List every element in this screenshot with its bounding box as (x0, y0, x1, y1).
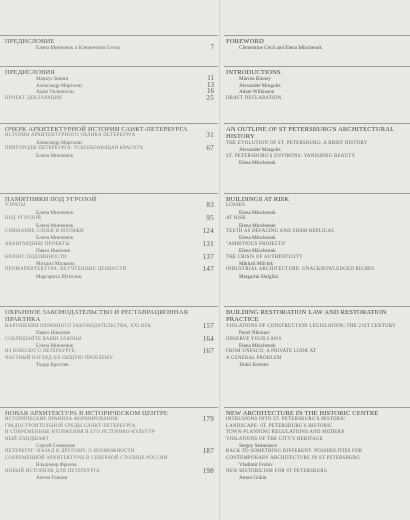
page-number: 131 (202, 239, 214, 248)
section-title: ОХРАННОЕ ЗАКОНОДАТЕЛЬСТВО И РЕСТАВРАЦИОННАЯ ПРАКТИКА (5, 309, 189, 324)
entry-title: ПРОЕКТ ДЕКЛАРАЦИИ (5, 95, 63, 101)
entry-title: VIOLATIONS OF CONSTRUCTION LEGISLATION: THE 21ST CENTURY (226, 323, 396, 329)
ru-section (0, 193, 218, 280)
ru-section (0, 66, 218, 102)
author-name: Elena Minchenok (239, 235, 276, 242)
toc-author (0, 153, 218, 159)
section-title: INTRODUCTIONS (226, 69, 281, 76)
page-number: 31 (206, 131, 214, 140)
toc-entry (224, 96, 410, 102)
author-name: Александр Марголис (36, 139, 83, 146)
entry-title: VIOLATIONS OF THE CITY'S HERITAGE (226, 436, 323, 442)
en-section (224, 123, 410, 166)
author-name: Todor Krestev (239, 362, 269, 369)
author-name: Marcus Binney (239, 76, 271, 83)
entry-title: THE EVOLUTION OF ST. PETERSBURG: A BRIEF HISTORY (226, 140, 368, 146)
page-number: 95 (206, 214, 214, 223)
section-title: AN OUTLINE OF ST PETERSBURG'S ARCHITECTURAL HISTORY (226, 126, 394, 141)
entry-title: АВАНГАРДНЫЕ ПРОЕКТЫ (5, 241, 70, 247)
author-name: Владимир Фролов (36, 462, 77, 469)
author-name: Елена Минченок (36, 209, 74, 216)
entry-title: OBSERVE YOUR LAWS (226, 336, 282, 342)
author-name: Павел Никонов (36, 330, 70, 337)
entry-title: ИСТОРИЧЕСКИЕ ПРАВИЛА ФОРМИРОВАНИЯ (5, 417, 119, 423)
entry-title: НОВЫЙ ИСТОРИЗМ ДЛЯ ПЕТЕРБУРГА (5, 468, 100, 474)
toc-column-english (224, 0, 410, 520)
entry-title: КРИЗИС ПОДЛИННОСТИ (5, 254, 67, 260)
page-number: 164 (202, 334, 214, 343)
page-number: 124 (202, 226, 214, 235)
entry-title: УТРАТЫ (5, 203, 26, 209)
ru-section (0, 35, 218, 52)
page-number: 13 (207, 80, 214, 89)
entry-title: ПОД УГРОЗОЙ (5, 216, 42, 222)
author-name: Елена Минченок и Клементина Сесил (36, 45, 121, 52)
author-name: Тодор Кростев (36, 362, 69, 369)
entry-title: ST. PETERSBURG'S ENVIRONS: VANISHING BEAUTY (226, 153, 356, 159)
entry-title: ПРИГОРОДЫ ПЕТЕРБУРГА: УСКОЛЬЗАЮЩАЯ КРАСОТА (5, 146, 144, 152)
author-name: Маркус Бинни (36, 76, 69, 83)
entry-title: AT RISK (226, 216, 247, 222)
author-name: Clementine Cecil and Elena Minchenok (239, 45, 322, 52)
entry-title: A GENERAL PROBLEM (226, 355, 282, 361)
toc-author (0, 362, 218, 368)
author-name: Elena Minchenok (239, 222, 276, 229)
author-name: Anton Glikin (239, 474, 267, 481)
entry-title: НАРУШЕНИЯ ОХРАННОГО ЗАКОНОДАТЕЛЬСТВА, XXI ВЕК (5, 323, 152, 329)
page-number: 137 (202, 252, 214, 261)
toc-author (224, 475, 410, 481)
author-name: Маргарита Штиглиц (36, 273, 82, 280)
author-name: Михаил Мильчик (36, 260, 75, 267)
section-title: НОВАЯ АРХИТЕКТУРА В ИСТОРИЧЕСКОМ ЦЕНТРЕ (5, 410, 168, 417)
author-name: Elena Minchenok (239, 248, 276, 255)
entry-title: FROM UNESCO: A PRIVATE LOOK AT (226, 349, 317, 355)
page-number: 11 (207, 74, 214, 83)
author-name: Елена Минченок (36, 222, 74, 229)
page-number: 25 (206, 93, 214, 102)
page-number: 16 (207, 87, 214, 96)
toc-author (224, 45, 410, 51)
section-title: BUILDING RESTORATION LAW AND RESTORATION PRACTICE (226, 309, 387, 324)
author-name: Vladimir Frolov (239, 462, 273, 469)
section-title: ПРЕДИСЛОВИЯ (5, 69, 55, 76)
entry-title: TOWN-PLANNING REGULATIONS AND MODERN (226, 430, 345, 436)
section-title: ПАМЯТНИКИ ПОД УГРОЗОЙ (5, 196, 97, 203)
page-number: 147 (202, 265, 214, 274)
section-title: BUILDINGS AT RISK (226, 196, 290, 203)
author-name: Alexander Margolis (239, 147, 281, 154)
section-title: FOREWORD (226, 38, 264, 45)
page-number: 187 (202, 447, 214, 456)
author-name: Elena Minchenok (239, 159, 276, 166)
author-name: Антон Гликин (36, 474, 68, 481)
entry-title: СНИМАНИЕ СЛОЕВ И МУЛЯЖИ (5, 228, 84, 234)
toc-entry (0, 93, 218, 102)
page-number: 67 (206, 144, 214, 153)
entry-title: ИЗ ЮНЕСКО О ПЕТЕРБУРГЕ: (5, 349, 77, 355)
entry-title: LANDSCAPE: ST. PETERSBURG'S HISTORIC (226, 423, 333, 429)
entry-title: INDUSTRIAL ARCHITECTURE: UNACKNOWLEDGED RICHES (226, 267, 375, 273)
en-section (224, 306, 410, 369)
en-section (224, 35, 410, 52)
entry-title: ПЕТЕРБУРГ: НАЗАД К ДРУГОМУ, О ВОЗМОЖНОСТИ (5, 449, 135, 455)
author-name: Елена Минченок (36, 342, 74, 349)
entry-title: ПРОМАРХИТЕКТУРА: НЕУЧТЕННЫЕ ЦЕННОСТИ (5, 267, 127, 273)
section-title: NEW ARCHITECTURE IN THE HISTORIC CENTRE (226, 410, 379, 417)
page-number: 157 (202, 321, 214, 330)
gutter-divider (219, 0, 220, 520)
entry-title: НЫЙ ЛАНДШАФТ (5, 436, 49, 442)
en-section (224, 193, 410, 280)
entry-title: CONTEMPORARY ARCHITECTURE IN ST PETERSBURG (226, 455, 361, 461)
author-name: Elena Minchenok (239, 342, 276, 349)
author-name: Sergey Sementsov (239, 442, 278, 449)
ru-section (0, 306, 218, 369)
entry-title: И СОВРЕМЕННЫЕ ВТОРЖЕНИЯ В ЕГО ИСТОРИКО-КУЛЬТУР- (5, 430, 157, 436)
author-name: Elena Minchenok (239, 209, 276, 216)
author-name: Александр Марголис (36, 82, 83, 89)
entry-title: INTRUSIONS INTO ST. PETERSBURG'S HISTORIC (226, 417, 346, 423)
author-name: Сергей Семенцов (36, 442, 75, 449)
en-section (224, 407, 410, 481)
entry-title: ГРАДОСТРОИТЕЛЬНОЙ СРЕДЫ САНКТ-ПЕТЕРБУРГА (5, 423, 136, 429)
entry-title: ЧАСТНЫЙ ВЗГЛЯД НА ОБЩУЮ ПРОБЛЕМУ (5, 355, 114, 361)
author-name: Pavel Nikonov (239, 330, 270, 337)
author-name: Mikhail Milchik (239, 260, 274, 267)
entry-title: LOSSES (226, 203, 246, 209)
entry-title: СОБЛЮДАЙТЕ ВАШИ ЗАКОНЫ (5, 336, 82, 342)
section-title: ОЧЕРК АРХИТЕКТУРНОЙ ИСТОРИИ САНКТ-ПЕТЕРБУРГА (5, 126, 188, 133)
page-number: 7 (210, 43, 214, 52)
author-name: Alexander Margolis (239, 82, 281, 89)
toc-author (0, 45, 218, 51)
toc-author (224, 274, 410, 280)
page-number: 179 (202, 415, 214, 424)
ru-section (0, 123, 218, 159)
toc-author (0, 274, 218, 280)
entry-title: NEW HISTORICISM FOR ST PETERSBURG (226, 468, 328, 474)
toc-author (224, 362, 410, 368)
entry-title: DRAFT DECLARATION (226, 95, 282, 101)
entry-title: ИСТОРИЯ АРХИТЕКТУРНОГО ОБЛИКА ПЕТЕРБУРГА (5, 133, 136, 139)
page-number: 167 (202, 347, 214, 356)
author-name: Адам Уилкинсон (36, 89, 74, 96)
author-name: Елена Минченок (36, 152, 74, 159)
page-number: 198 (202, 466, 214, 475)
toc-author (0, 475, 218, 481)
author-name: Margarita Shtiglitz (239, 273, 279, 280)
section-title: ПРЕДИСЛОВИЕ (5, 38, 55, 45)
author-name: Елена Минченок (36, 235, 74, 242)
entry-title: THE CRISIS OF AUTHENTICITY (226, 254, 303, 260)
entry-title: СОВРЕМЕННОЙ АРХИТЕКТУРЫ В СЕВЕРНОЙ СТОЛИЦЕ РОССИИ (5, 455, 168, 461)
entry-title: BACK TO SOMETHING DIFFERENT: POSSIBILITIES FOR (226, 449, 363, 455)
entry-title: TEETH AS DEFACING AND SHAM REPLICAS (226, 228, 335, 234)
ru-section (0, 407, 218, 481)
author-name: Павел Никонов (36, 248, 70, 255)
en-section (224, 66, 410, 102)
author-name: Adam Wilkinson (239, 89, 275, 96)
page-number: 83 (206, 201, 214, 210)
toc-author (224, 160, 410, 166)
entry-title: "AMBITIOUS PROJECTS" (226, 241, 287, 247)
